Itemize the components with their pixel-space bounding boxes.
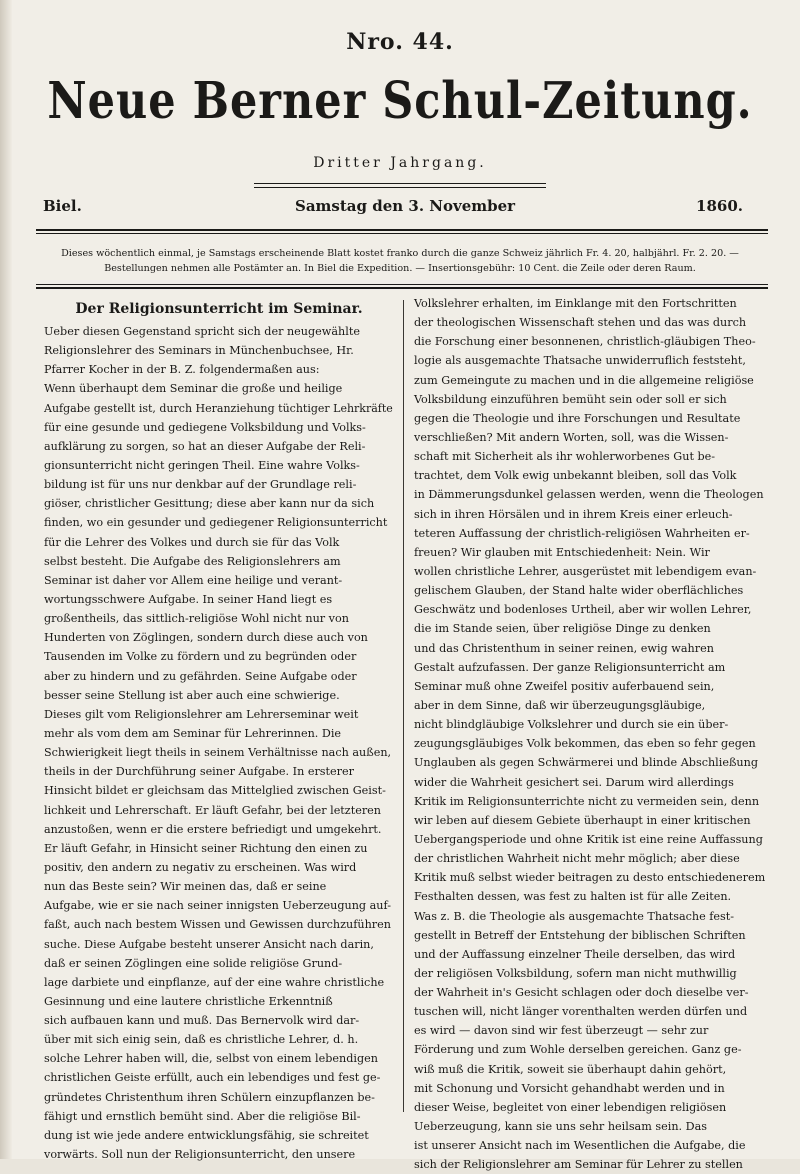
text-line: daß er seinen Zöglingen eine solide religiöse Grund-	[44, 956, 343, 970]
text-line: Uebergangsperiode und ohne Kritik ist eine reine Auffassung	[414, 832, 763, 846]
dateline	[43, 197, 743, 221]
text-line: und das Christenthum in seiner reinen, ewig wahren	[414, 641, 714, 655]
text-line: Hunderten von Zöglingen, sondern durch diese auch von	[44, 631, 368, 645]
text-line: tuschen will, nicht länger vorenthalten werden dürfen und	[414, 1005, 748, 1019]
text-line: suche. Diese Aufgabe besteht unserer Ansicht nach darin,	[44, 937, 374, 951]
text-line: solche Lehrer haben will, die, selbst von einem lebendigen	[44, 1052, 378, 1066]
text-line: Ueber diesen Gegenstand spricht sich der neugewählte	[44, 325, 360, 338]
issue-number: Nro. 44.	[346, 29, 454, 55]
text-line: bildung ist für uns nur denkbar auf der Grundlage reli-	[44, 478, 357, 492]
text-line: dung ist wie jede andere entwicklungsfähig, sie schreitet	[44, 1128, 369, 1142]
text-line: vorwärts. Soll nun der Religionsunterricht, den unsere	[44, 1148, 356, 1162]
text-line: der religiösen Volksbildung, sofern man nicht muthwillig	[414, 966, 737, 980]
text-line: theils in der Durchführung seiner Aufgabe. In ersterer	[44, 765, 354, 779]
text-line: mit Schonung und Vorsicht gehandhabt werden und in	[414, 1081, 725, 1095]
text-line: anzustoßen, wenn er die erstere befriedigt und umgekehrt.	[44, 822, 382, 836]
right-column	[414, 294, 768, 1174]
text-line: Aufgabe, wie er sie nach seiner innigsten Ueberzeugung auf-	[44, 899, 392, 913]
text-line: Er läuft Gefahr, in Hinsicht seiner Richtung den einen zu	[44, 841, 368, 855]
text-line: giöser, christlicher Gesittung; diese aber kann nur da sich	[44, 497, 375, 511]
text-line: der theologischen Wissenschaft stehen und das was durch	[414, 316, 747, 330]
publication-year: 1860.	[696, 197, 743, 215]
text-line: für die Lehrer des Volkes und durch sie für das Volk	[44, 535, 340, 549]
dateline-rule-thick	[36, 229, 768, 231]
text-line: Gesinnung und eine lautere christliche Erkenntniß	[44, 994, 333, 1008]
text-line: der Wahrheit in's Gesicht schlagen oder doch dieselbe ver-	[414, 986, 749, 1000]
text-line: positiv, den andern zu negativ zu erscheinen. Was wird	[44, 860, 357, 874]
text-line: über mit sich einig sein, daß es christliche Lehrer, d. h.	[44, 1033, 359, 1047]
text-line: Was z. B. die Theologie als ausgemachte Thatsache fest-	[414, 909, 735, 923]
text-line: Geschwätz und bodenloses Urtheil, aber wir wollen Lehrer,	[414, 603, 752, 617]
text-line: es wird — davon sind wir fest überzeugt — sehr zur	[414, 1024, 709, 1038]
text-line: Pfarrer Kocher in der B. Z. folgendermaßen aus:	[44, 363, 320, 377]
text-line: finden, wo ein gesunder und gediegener Religionsunterricht	[44, 516, 388, 530]
text-line: Ueberzeugung, kann sie uns sehr heilsam sein. Das	[414, 1120, 708, 1134]
text-line: zeugungsgläubiges Volk bekommen, das eben so fehr gegen	[414, 737, 756, 751]
text-line: wollen christliche Lehrer, ausgerüstet mit lebendigem evan-	[414, 564, 757, 578]
text-line: wir leben auf diesem Gebiete überhaupt in einer kritischen	[414, 813, 751, 827]
text-line: ist unserer Ansicht nach im Wesentlichen die Aufgabe, die	[414, 1139, 746, 1153]
text-line: nun das Beste sein? Wir meinen das, daß er seine	[44, 880, 327, 894]
text-line: Förderung und zum Wohle derselben gereichen. Ganz ge-	[414, 1043, 742, 1057]
left-column	[44, 294, 394, 1164]
text-line: wiß muß die Kritik, soweit sie überhaupt dahin gehört,	[414, 1062, 727, 1076]
text-line: für eine gesunde und gediegene Volksbildung und Volks-	[44, 420, 366, 434]
text-line: Volksbildung einzuführen bemüht sein oder soll er sich	[414, 392, 727, 406]
text-line: und der Auffassung einzelner Theile derselben, das wird	[414, 947, 736, 961]
text-line: Dieses gilt vom Religionslehrer am Lehrerseminar weit	[44, 707, 359, 721]
text-line: verschließen? Mit andern Worten, soll, was die Wissen-	[414, 430, 729, 444]
text-line: sich der Religionslehrer am Seminar für Lehrer zu stellen	[414, 1158, 743, 1172]
masthead-rule-top	[254, 183, 546, 184]
text-line: nicht blindgläubige Volkslehrer und durch sie ein über-	[414, 718, 729, 732]
text-line: schaft mit Sicherheit als ihr wohlerworbenes Gut be-	[414, 450, 716, 464]
masthead-rule-bottom	[254, 187, 546, 188]
text-line: besser seine Stellung ist aber auch eine schwierige.	[44, 688, 340, 702]
volume-label: Dritter Jahrgang.	[313, 155, 487, 171]
notice-rule-thin	[36, 284, 768, 285]
text-line: Volkslehrer erhalten, im Einklange mit den Fortschritten	[414, 297, 737, 310]
text-line: die im Stande seien, über religiöse Dinge zu denken	[414, 622, 711, 636]
text-line: gegen die Theologie und ihre Forschungen und Resultate	[414, 411, 741, 425]
text-line: gründetes Christenthum ihren Schülern einzupflanzen be-	[44, 1090, 375, 1104]
text-line: großentheils, das sittlich-religiöse Wohl nicht nur von	[44, 612, 349, 626]
text-line: Hinsicht bildet er gleichsam das Mittelglied zwischen Geist-	[44, 784, 386, 798]
text-line: Seminar muß ohne Zweifel positiv auferbauend sein,	[414, 679, 715, 693]
text-line: Kritik muß selbst wieder beitragen zu desto entschiedenerem	[414, 871, 766, 885]
text-line: die Forschung einer besonnenen, christlich-gläubigen Theo-	[414, 335, 756, 349]
text-line: christlichen Geiste erfüllt, auch ein lebendiges und fest ge-	[44, 1071, 381, 1085]
text-line: mehr als vom dem am Seminar für Lehrerinnen. Die	[44, 726, 342, 740]
text-line: aber zu hindern und zu gefährden. Seine Aufgabe oder	[44, 669, 357, 683]
text-line: Wenn überhaupt dem Seminar die große und heilige	[44, 382, 343, 396]
text-line: faßt, auch nach bestem Wissen und Gewissen durchzuführen	[44, 918, 391, 932]
text-line: gionsunterricht nicht geringen Theil. Eine wahre Volks-	[44, 458, 360, 472]
text-line: zum Gemeingute zu machen und in die allgemeine religiöse	[414, 373, 754, 387]
text-line: Kritik im Religionsunterrichte nicht zu vermeiden sein, denn	[414, 794, 760, 808]
text-line: Schwierigkeit liegt theils in seinem Verhältnisse nach außen,	[44, 746, 392, 760]
text-line: in Dämmerungsdunkel gelassen werden, wenn die Theologen	[414, 488, 764, 502]
text-line: dieser Weise, begleitet von einer lebendigen religiösen	[414, 1100, 727, 1114]
text-line: logie als ausgemachte Thatsache unwiderruflich feststeht,	[414, 354, 746, 368]
text-line: trachtet, dem Volk ewig unbekannt bleiben, soll das Volk	[414, 469, 737, 483]
text-line: fähigt und ernstlich bemüht sind. Aber die religiöse Bil-	[44, 1109, 361, 1123]
text-line: aber in dem Sinne, daß wir überzeugungsgläubige,	[414, 698, 706, 712]
text-line: lage darbiete und einpflanze, auf der eine wahre christliche	[44, 975, 385, 989]
column-divider	[403, 300, 404, 1112]
text-line: wider die Wahrheit gesichert sei. Darum wird allerdings	[414, 775, 734, 789]
masthead-title: Neue Berner Schul-Zeitung.	[47, 72, 753, 132]
text-line: wortungsschwere Aufgabe. In seiner Hand liegt es	[44, 592, 333, 606]
text-line: sich in ihren Hörsälen und in ihrem Kreis einer erleuch-	[414, 507, 733, 521]
notice-rule-thick	[36, 287, 768, 289]
text-line: Tausenden im Volke zu fördern und zu begründen oder	[44, 650, 357, 664]
page-binding-edge	[0, 0, 12, 1159]
text-line: gelischem Glauben, der Stand halte wider oberflächliches	[414, 584, 744, 598]
notice-line: Dieses wöchentlich einmal, je Samstags erscheinende Blatt kostet franko durch die ganze Schweiz jährlich Fr. 4. 20, halbjährl. Fr. 2. 20. —	[61, 248, 739, 259]
notice-line: Bestellungen nehmen alle Postämter an. In Biel die Expedition. — Insertionsgebühr: 10 Cent. die Zeile oder deren Raum.	[104, 263, 696, 274]
text-line: freuen? Wir glauben mit Entschiedenheit: Nein. Wir	[414, 545, 710, 559]
text-line: Gestalt aufzufassen. Der ganze Religionsunterricht am	[414, 660, 726, 674]
text-line: sich aufbauen kann und muß. Das Bernervolk wird dar-	[44, 1014, 360, 1028]
dateline-rule-thin	[36, 233, 768, 234]
text-line: Aufgabe gestellt ist, durch Heranziehung tüchtiger Lehrkräfte	[44, 401, 393, 415]
text-line: Seminar ist daher vor Allem eine heilige und verant-	[44, 573, 343, 587]
subscription-notice	[30, 246, 770, 276]
publication-date: Samstag den 3. November	[295, 197, 516, 215]
publication-place: Biel.	[43, 197, 82, 215]
text-line: teteren Auffassung der christlich-religiösen Wahrheiten er-	[414, 526, 750, 540]
text-line: Religionslehrer des Seminars in Münchenbuchsee, Hr.	[44, 344, 354, 358]
text-line: gestellt in Betreff der Entstehung der biblischen Schriften	[414, 928, 746, 942]
text-line: Unglauben als gegen Schwärmerei und blinde Abschließung	[414, 756, 758, 770]
text-line: lichkeit und Lehrerschaft. Er läuft Gefahr, bei der letzteren	[44, 803, 381, 817]
text-line: aufklärung zu sorgen, so hat an dieser Aufgabe der Reli-	[44, 439, 366, 453]
text-line: der christlichen Wahrheit nicht mehr möglich; aber diese	[414, 852, 740, 866]
text-line: selbst besteht. Die Aufgabe des Religionslehrers am	[44, 554, 341, 568]
article-title: Der Religionsunterricht im Seminar.	[75, 301, 363, 317]
text-line: Festhalten dessen, was fest zu halten ist für alle Zeiten.	[414, 890, 732, 904]
